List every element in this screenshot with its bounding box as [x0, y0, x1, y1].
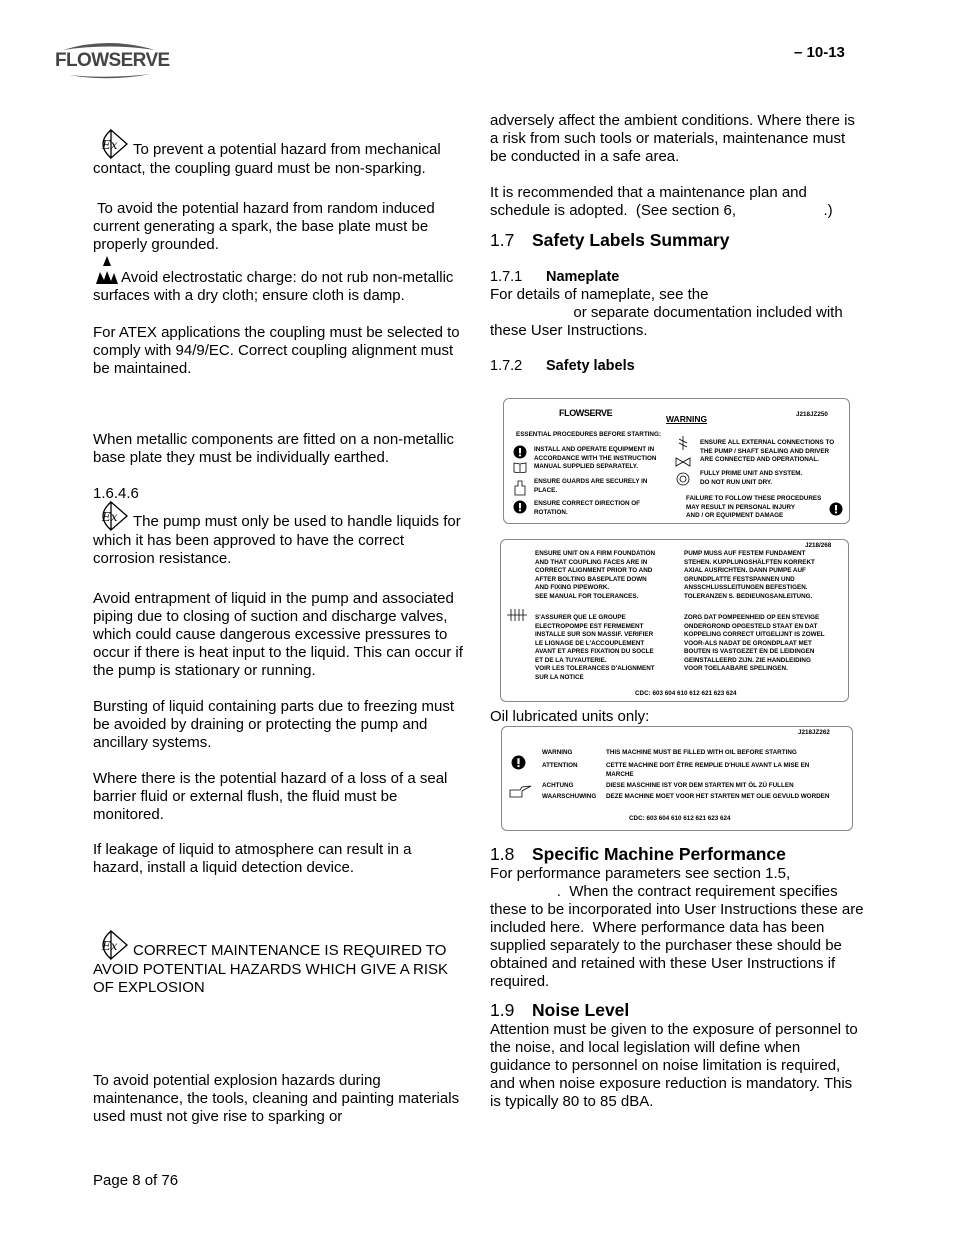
heading-1-7-2: 1.7.2 Safety labels [490, 358, 635, 374]
svg-text:Ex: Ex [102, 939, 118, 953]
heading-1-9: 1.9 Noise Level [490, 1000, 630, 1020]
paragraph-maintenance-warning: Ex CORRECT MAINTENANCE IS REQUIRED TO AVOID POTENTIAL HAZARDS WHICH GIVE A RISK OF EXPLOSION [93, 929, 465, 997]
atex-ex-icon [93, 929, 129, 961]
section-1-6-4-6: 1.6.4.6 [93, 485, 139, 502]
coupling-icon [506, 607, 528, 623]
label-title: WARNING [666, 414, 708, 424]
logo-text: FLOWSERVE [55, 50, 170, 71]
svg-text:Ex: Ex [102, 510, 118, 524]
paragraph-noise: Attention must be given to the exposure of personnel to the noise, and local legislation will define when guidance to personnel on noise limitation is required, and when noise exposure reduction is mandatory. This is typically 80 to 85 dBA. [490, 1021, 858, 1110]
exclamation-icon [511, 755, 526, 770]
safety-label-warning: FLOWSERVE WARNING J218JZ250 ESSENTIAL PROCEDURES BEFORE STARTING: INSTALL AND OPERATE EQUIPMENT IN ACCORDANCE WITH THE INSTRUCTION MANUAL SUPPLIED SEPARATELY. ENSURE GUARDS ARE SECURELY IN PLACE. ENSURE CORRECT DIRECTION OF ROTATION. ENSURE ALL EXTERNAL CONNECTIONS TO THE PUMP / SHAFT SEALING AND DRIVER ARE CONNECTED AND OPERATIONAL. FULLY PRIME UNIT AND SYSTEM. DO NOT RUN UNIT DRY. FAILURE TO FOLLOW THESE PROCEDURES MAY RESULT IN PERSONAL INJURY AND / OR EQUIPMENT DAMAGE [503, 398, 850, 524]
label-code: J218/268 [805, 542, 832, 549]
flowserve-logo [55, 38, 170, 82]
label-code: J218JZ262 [798, 729, 830, 736]
safety-label-alignment: J218/268 ENSURE UNIT ON A FIRM FOUNDATION AND THAT COUPLING FACES ARE IN CORRECT ALIGNMENT PRIOR TO AND AFTER BOLTING BASEPLATE DOWN AND FIXING PIPEWORK. SEE MANUAL FOR TOLERANCES. S'ASSURER QUE LE GROUPE ELECTROPOMPE EST FERMEMENT INSTALLE SUR SON MASSIF. VERIFIER LE LIGNAGE DE L'ACCOUPLEMENT AVANT ET APRES FIXATION DU SOCLE ET DE LA TUYAUTERIE. VOIR LES TOLERANCES D'ALIGNMENT SUR LA NOTICE PUMP MUSS AUF FESTEM FUNDAMENT STEHEN. KUPPLUNGSHÄLFTEN KORREKT AXIAL AUSRICHTEN. DANN PUMPE AUF GRUNDPLATTE FESTSPANNEN UND ANSSCHLUSSLEITUNGEN BEFESTIGEN. TOLERANZEN S. BEDIEUNGSANLEITUNG. ZORG DAT POMPEENHEID OP EEN STEVIGE ONDERGROND OPGESTELD STAAT EN DAT KOPPELING CORRECT UITGELIJNT IS ZOWEL VOOR-ALS NADAT DE GRONDPLAAT MET BOUTEN IS VASTGEZET EN DE LEIDINGEN GEINSTALLEERD ZIJN. ZIE HANDLEIDING VOOR TOELAABARE SPELINGEN. CDC: 603 604 610 612 621 623 624 [500, 539, 849, 702]
paragraph-performance: For performance parameters see section 1.5, . When the contract requirement specifies these to be incorporated into User Instructions these are included here. Where performance data has been supplied separately to the purchaser these should be obtained and retained with these User Instructions if required. [490, 865, 864, 990]
caption-oil-lubricated: Oil lubricated units only: [490, 708, 650, 725]
paragraph-nameplate: For details of nameplate, see the or separate documentation included with these User Instructions. [490, 286, 843, 339]
paragraph-freezing: Bursting of liquid containing parts due to freezing must be avoided by draining or protecting the pump and ancillary systems. [93, 698, 455, 751]
label-code: J218JZ250 [796, 411, 828, 418]
page-number: Page 8 of 76 [93, 1172, 179, 1189]
page-reference: – 10-13 [794, 44, 845, 61]
guard-icon [514, 480, 526, 496]
heading-1-7-1: 1.7.1 Nameplate [490, 269, 620, 285]
paragraph-electrostatic: Avoid electrostatic charge: do not rub non-metallic surfaces with a dry cloth; ensure cloth is damp. [93, 254, 465, 305]
atex-ex-icon [93, 500, 129, 532]
exclamation-icon [513, 500, 527, 514]
paragraph-base-plate-grounding: To avoid the potential hazard from random induced current generating a spark, the base plate must be properly grounded. [93, 200, 435, 253]
oil-can-icon [508, 785, 532, 799]
paragraph-leakage: If leakage of liquid to atmosphere can result in a hazard, install a liquid detection device. [93, 841, 412, 876]
electrostatic-warning-icon [93, 254, 121, 286]
exclamation-icon [829, 502, 843, 516]
safety-label-oil: J218JZ262 WARNING ATTENTION ACHTUNG WAARSCHUWING THIS MACHINE MUST BE FILLED WITH OIL BEFORE STARTING CETTE MACHINE DOIT ÊTRE REMPLIE D'HUILE AVANT LA MISE EN MARCHE DIESE MASCHINE IST VOR DEM STARTEN MIT ÖL ZÜ FULLEN DEZE MACHINE MOET VOOR HET STARTEN MET OLIE GEVULD WORDEN CDC: 603 604 610 612 621 623 624 [501, 726, 853, 831]
paragraph-metallic-components: When metallic components are fitted on a non-metallic base plate they must be individually earthed. [93, 431, 455, 466]
paragraph-atex-coupling: For ATEX applications the coupling must be selected to comply with 94/9/EC. Correct coupling alignment must be maintained. [93, 324, 460, 377]
label-cdc: CDC: 603 604 610 612 621 623 624 [629, 815, 731, 822]
heading-1-8: 1.8 Specific Machine Performance [490, 844, 786, 864]
label-logo: FLOWSERVE [559, 408, 613, 418]
paragraph-coupling-guard: Ex To prevent a potential hazard from mechanical contact, the coupling guard must be non-sparking. [93, 128, 465, 178]
atex-ex-icon [93, 128, 129, 160]
svg-text:Ex: Ex [102, 138, 118, 152]
manual-book-icon [513, 461, 527, 473]
paragraph-liquid-entrapment: Avoid entrapment of liquid in the pump and associated piping due to closing of suction and discharge valves, which could cause dangerous excessive pressures to occur if there is heat input to the liquid. This can occur if the pump is stationary or running. [93, 590, 463, 679]
paragraph-maintenance-plan: It is recommended that a maintenance plan and schedule is adopted. (See section 6, .) [490, 184, 833, 219]
connection-icon [677, 435, 689, 451]
paragraph-ambient-conditions: adversely affect the ambient conditions. Where there is a risk from such tools or materials, maintenance must be conducted in a safe area. [490, 112, 855, 165]
label-cdc: CDC: 603 604 610 612 621 623 624 [635, 690, 737, 697]
paragraph-seal-barrier: Where there is the potential hazard of a loss of a seal barrier fluid or external flush, the fluid must be monitored. [93, 770, 448, 823]
label-heading: ESSENTIAL PROCEDURES BEFORE STARTING: [516, 431, 661, 438]
valve-icon [675, 456, 691, 468]
paragraph-liquid-corrosion: Ex The pump must only be used to handle liquids for which it has been approved to have the correct corrosion resistance. [93, 500, 467, 568]
paragraph-explosion-hazards: To avoid potential explosion hazards during maintenance, the tools, cleaning and painting materials used must not give rise to sparking or [93, 1072, 460, 1125]
heading-1-7: 1.7 Safety Labels Summary [490, 230, 730, 250]
prime-pump-icon [676, 472, 690, 486]
exclamation-icon [513, 445, 527, 459]
